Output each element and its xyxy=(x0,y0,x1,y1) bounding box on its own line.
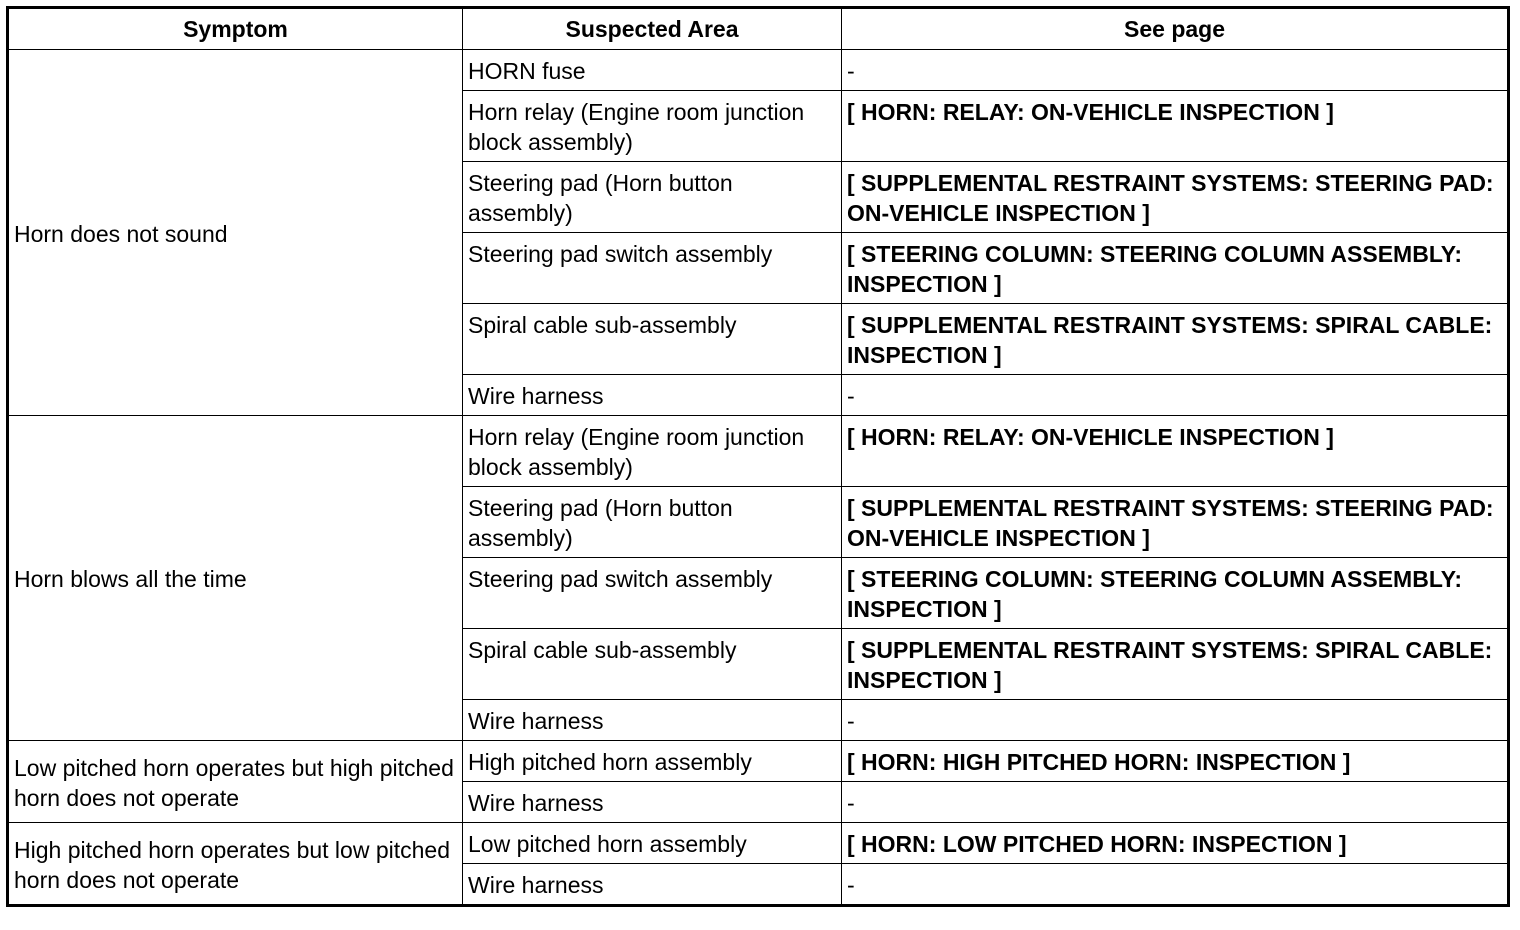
header-symptom: Symptom xyxy=(8,8,463,50)
see-page-link[interactable]: [ SUPPLEMENTAL RESTRAINT SYSTEMS: SPIRAL CABLE: INSPECTION ] xyxy=(842,304,1509,375)
see-page-link[interactable]: [ STEERING COLUMN: STEERING COLUMN ASSEMBLY: INSPECTION ] xyxy=(842,233,1509,304)
symptom-cell: Low pitched horn operates but high pitched horn does not operate xyxy=(8,741,463,823)
see-page-link[interactable]: [ SUPPLEMENTAL RESTRAINT SYSTEMS: STEERING PAD: ON-VEHICLE INSPECTION ] xyxy=(842,487,1509,558)
symptom-cell: High pitched horn operates but low pitched horn does not operate xyxy=(8,823,463,906)
see-page-link[interactable]: [ STEERING COLUMN: STEERING COLUMN ASSEMBLY: INSPECTION ] xyxy=(842,558,1509,629)
see-page-link[interactable]: [ HORN: HIGH PITCHED HORN: INSPECTION ] xyxy=(842,741,1509,782)
see-page-link[interactable]: [ HORN: LOW PITCHED HORN: INSPECTION ] xyxy=(842,823,1509,864)
suspected-area-cell: Steering pad (Horn button assembly) xyxy=(463,487,842,558)
table-row xyxy=(8,416,1509,487)
suspected-area-cell: Spiral cable sub-assembly xyxy=(463,629,842,700)
table-row xyxy=(8,823,1509,864)
see-page-link[interactable]: [ SUPPLEMENTAL RESTRAINT SYSTEMS: SPIRAL CABLE: INSPECTION ] xyxy=(842,629,1509,700)
suspected-area-cell: Wire harness xyxy=(463,375,842,416)
suspected-area-cell: Horn relay (Engine room junction block assembly) xyxy=(463,416,842,487)
see-page-link[interactable]: [ SUPPLEMENTAL RESTRAINT SYSTEMS: STEERING PAD: ON-VEHICLE INSPECTION ] xyxy=(842,162,1509,233)
header-see-page: See page xyxy=(842,8,1509,50)
suspected-area-cell: Steering pad switch assembly xyxy=(463,558,842,629)
suspected-area-cell: Spiral cable sub-assembly xyxy=(463,304,842,375)
suspected-area-cell: High pitched horn assembly xyxy=(463,741,842,782)
see-page-cell: - xyxy=(842,700,1509,741)
table-row xyxy=(8,50,1509,91)
suspected-area-cell: Wire harness xyxy=(463,864,842,906)
troubleshooting-table xyxy=(6,6,1510,907)
troubleshooting-table-container xyxy=(6,6,1507,907)
see-page-cell: - xyxy=(842,375,1509,416)
see-page-cell: - xyxy=(842,782,1509,823)
suspected-area-cell: Steering pad (Horn button assembly) xyxy=(463,162,842,233)
see-page-cell: - xyxy=(842,864,1509,906)
suspected-area-cell: Low pitched horn assembly xyxy=(463,823,842,864)
see-page-cell: - xyxy=(842,50,1509,91)
suspected-area-cell: Wire harness xyxy=(463,782,842,823)
table-row xyxy=(8,741,1509,782)
suspected-area-cell: Wire harness xyxy=(463,700,842,741)
suspected-area-cell: Steering pad switch assembly xyxy=(463,233,842,304)
suspected-area-cell: HORN fuse xyxy=(463,50,842,91)
header-suspected-area: Suspected Area xyxy=(463,8,842,50)
symptom-cell: Horn does not sound xyxy=(8,50,463,416)
table-header-row xyxy=(8,8,1509,50)
see-page-link[interactable]: [ HORN: RELAY: ON-VEHICLE INSPECTION ] xyxy=(842,91,1509,162)
see-page-link[interactable]: [ HORN: RELAY: ON-VEHICLE INSPECTION ] xyxy=(842,416,1509,487)
suspected-area-cell: Horn relay (Engine room junction block assembly) xyxy=(463,91,842,162)
table-body xyxy=(8,50,1509,906)
symptom-cell: Horn blows all the time xyxy=(8,416,463,741)
